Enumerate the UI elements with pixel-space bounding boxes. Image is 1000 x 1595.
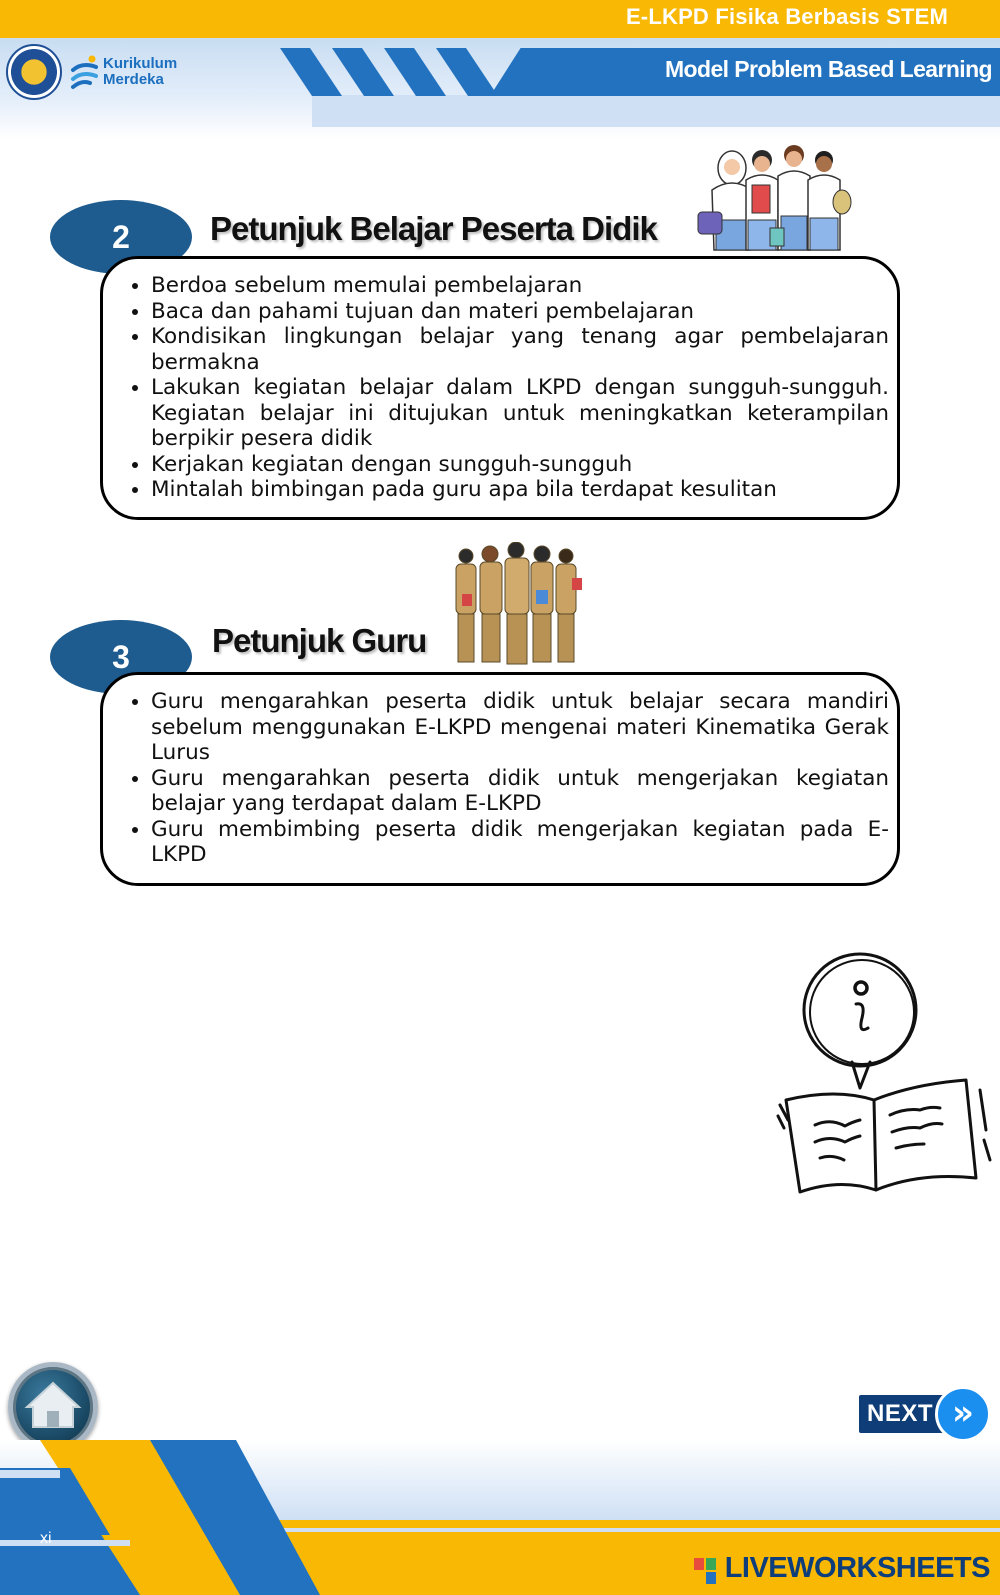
home-icon xyxy=(13,1367,93,1447)
list-item: • Guru membimbing peserta didik mengerjakan kegiatan pada E-LKPD xyxy=(151,817,891,868)
liveworksheets-logo[interactable]: LIVEWORKSHEETS xyxy=(724,1552,990,1584)
list-item: • Berdoa sebelum memulai pembelajaran xyxy=(151,273,891,299)
kurikulum-merdeka-icon xyxy=(70,54,100,90)
liveworksheets-icon xyxy=(694,1558,716,1584)
student-instructions-box xyxy=(100,256,900,520)
kurikulum-merdeka-logo xyxy=(103,56,177,88)
document-title: E-LKPD Fisika Berbasis STEM xyxy=(625,4,948,29)
unp-logo-text: UNP xyxy=(26,88,42,95)
student-instructions-list xyxy=(109,273,891,503)
teacher-instructions-box xyxy=(100,672,900,886)
list-item: • Guru mengarahkan peserta didik untuk belajar secara mandiri sebelum menggunakan E-LKPD mengenai materi Kinematika Gerak Lurus xyxy=(151,689,891,766)
section-title: Petunjuk Guru xyxy=(212,622,427,659)
model-title: Model Problem Based Learning xyxy=(665,56,992,82)
section-number-badge: 3 xyxy=(50,620,192,694)
list-item: • Kondisikan lingkungan belajar yang tenang agar pembelajaran bermakna xyxy=(151,324,891,375)
teachers-illustration xyxy=(452,542,592,670)
list-item: • Lakukan kegiatan belajar dalam LKPD dengan sungguh-sungguh. Kegiatan belajar ini ditujukan untuk meningkatkan keterampilan berpikir pesera didik xyxy=(151,375,891,452)
students-illustration xyxy=(690,140,870,255)
header-stripes xyxy=(280,48,510,96)
list-item: • Baca dan pahami tujuan dan materi pembelajaran xyxy=(151,299,891,325)
info-book-illustration xyxy=(770,950,994,1210)
home-button[interactable] xyxy=(8,1362,98,1452)
list-item: • Guru mengarahkan peserta didik untuk mengerjakan kegiatan belajar yang terdapat dalam E-LKPD xyxy=(151,766,891,817)
list-item: • Mintalah bimbingan pada guru apa bila terdapat kesulitan xyxy=(151,477,891,503)
list-item: • Kerjakan kegiatan dengan sungguh-sungguh xyxy=(151,452,891,478)
header-light-bar xyxy=(312,95,1000,127)
section-number-badge: 2 xyxy=(50,200,192,274)
teacher-instructions-list xyxy=(109,689,891,868)
kurikulum-text: Kurikulum xyxy=(103,55,178,72)
next-button[interactable]: NEXT xyxy=(857,1393,953,1435)
double-chevron-right-icon[interactable]: » xyxy=(935,1386,991,1442)
merdeka-text: Merdeka xyxy=(103,71,164,88)
page-number: xi xyxy=(40,1530,52,1547)
unp-logo xyxy=(6,44,62,100)
section-title: Petunjuk Belajar Peserta Didik xyxy=(210,210,657,247)
